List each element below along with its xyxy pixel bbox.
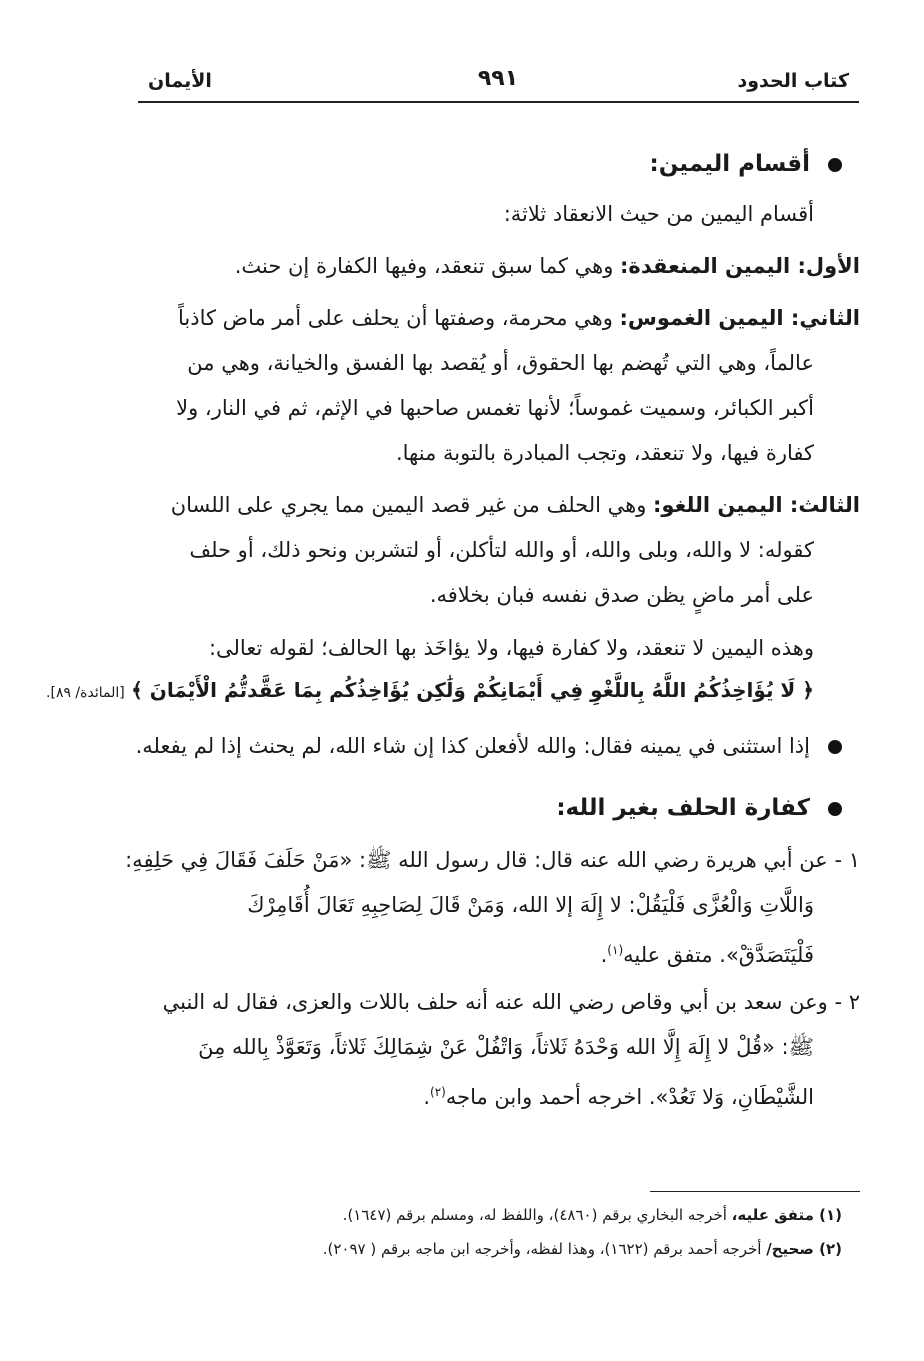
quran-reference: [المائدة/ ٨٩]. [46, 685, 125, 701]
heading-text: كفارة الحلف بغير الله: [556, 795, 810, 821]
footnote-2 [323, 1240, 842, 1258]
footnote-1-label: (١) متفق عليه، [731, 1206, 842, 1224]
chapter-title: الأيمان [148, 70, 212, 92]
footnote-ref-2: (٢) [430, 1085, 446, 1099]
third-type-line-2: كقوله: لا والله، وبلى والله، أو والله لتأكلن، أو لتشربن ونحو ذلك، أو حلف [189, 538, 814, 562]
third-type-line-3: على أمر ماضٍ يظن صدق نفسه فبان بخلافه. [429, 583, 814, 607]
running-header [148, 66, 849, 100]
quran-verse-line [46, 670, 814, 713]
paragraph-intro: أقسام اليمين من حيث الانعقاد ثلاثة: [503, 202, 814, 226]
hadith-1-line-3: فَلْيَتَصَدَّقْ». متفق عليه$^{(١)}$. [600, 943, 814, 967]
second-type-line-4: كفارة فيها، ولا تنعقد، وتجب المبادرة بالتوبة منها. [395, 441, 814, 465]
second-type-line-3: أكبر الكبائر، وسميت غموساً؛ لأنها تغمس صاحبها في الإثم، ثم في النار، ولا [176, 396, 814, 420]
hadith-1-text: فَلْيَتَصَدَّقْ». متفق عليه [623, 943, 814, 967]
footnote-2-label: (٢) صحيح/ [766, 1240, 842, 1258]
third-type-text: وهي الحلف من غير قصد اليمين مما يجري على اللسان [170, 493, 654, 517]
header-rule [138, 101, 859, 103]
paragraph-note: وهذه اليمين لا تنعقد، ولا كفارة فيها، ولا يؤاخَذ بها الحالف؛ لقوله تعالى: [208, 636, 814, 660]
hadith-1-line-2: وَاللَّاتِ وَالْعُزَّى فَلْيَقُلْ: لا إِلَهَ إلا الله، وَمَنْ قَالَ لِصَاحِبِهِ تَعَالَ أُقَامِرْكَ [247, 893, 814, 917]
second-type-line-2: عالماً، وهي التي تُهضم بها الحقوق، أو يُقصد بها الفسق والخيانة، وهي من [187, 351, 814, 375]
hadith-1-line-1: ١ - عن أبي هريرة رضي الله عنه قال: قال رسول الله ﷺ: «مَنْ حَلَفَ فَقَالَ فِي حَلِفِهِ: [125, 848, 860, 872]
heading-text: أقسام اليمين: [649, 151, 810, 177]
footnote-2-text: أخرجه أحمد برقم (١٦٢٢)، وهذا لفظه، وأخرجه ابن ماجه برقم ( ٢٠٩٧). [322, 1240, 767, 1258]
footnote-1-text: أخرجه البخاري برقم (٤٨٦٠)، واللفظ له، ومسلم برقم (١٦٤٧). [342, 1206, 732, 1224]
bullet-icon [828, 802, 842, 816]
footnote-ref-1: (١) [607, 943, 624, 957]
footnote-1 [343, 1206, 842, 1224]
paragraph-first-type [140, 246, 860, 286]
bullet-icon [828, 740, 842, 754]
exception-text: إذا استثنى في يمينه فقال: والله لأفعلن كذا إن شاء الله، لم يحنث إذا لم يفعله. [135, 734, 810, 758]
footnote-rule [650, 1191, 860, 1192]
third-type-label: الثالث: اليمين اللغو: [653, 493, 860, 517]
bullet-icon [828, 158, 842, 172]
hadith-2-line-1: ٢ - وعن سعد بن أبي وقاص رضي الله عنه أنه حلف باللات والعزى، فقال له النبي [162, 990, 860, 1014]
bullet-exception [135, 726, 842, 766]
first-type-text: وهي كما سبق تنعقد، وفيها الكفارة إن حنث. [234, 254, 621, 278]
section-heading-oath-types [140, 144, 842, 184]
section-heading-expiation [140, 788, 842, 828]
second-type-text: وهي محرمة، وصفتها أن يحلف على أمر ماض كاذباً [178, 306, 620, 330]
first-type-label: الأول: اليمين المنعقدة: [620, 254, 860, 278]
second-type-label: الثاني: اليمين الغموس: [619, 306, 860, 330]
book-title: كتاب الحدود [737, 70, 849, 92]
quran-verse: ﴿ لَا يُؤَاخِذُكُمُ اللَّهُ بِاللَّغْوِ فِي أَيْمَانِكُمْ وَلَٰكِن يُؤَاخِذُكُم بِمَا عَقَّدتُّمُ الْأَيْمَانَ ﴾ [131, 678, 814, 702]
hadith-2-text: الشَّيْطَانِ، وَلا تَعُدْ». اخرجه أحمد وابن ماجه [445, 1085, 814, 1109]
paragraph-second-type [140, 298, 860, 338]
paragraph-third-type [140, 485, 860, 525]
page-number: ٩٩١ [477, 66, 519, 91]
hadith-2-line-2: ﷺ: «قُلْ لا إِلَهَ إِلَّا الله وَحْدَهُ ثَلاثاً، وَاتْفُلْ عَنْ شِمَالِكَ ثَلاثاً، وَتَعَوَّذْ بِالله مِنَ [198, 1035, 814, 1059]
hadith-2-line-3: الشَّيْطَانِ، وَلا تَعُدْ». اخرجه أحمد وابن ماجه$^{(٢)}$. [423, 1085, 814, 1109]
